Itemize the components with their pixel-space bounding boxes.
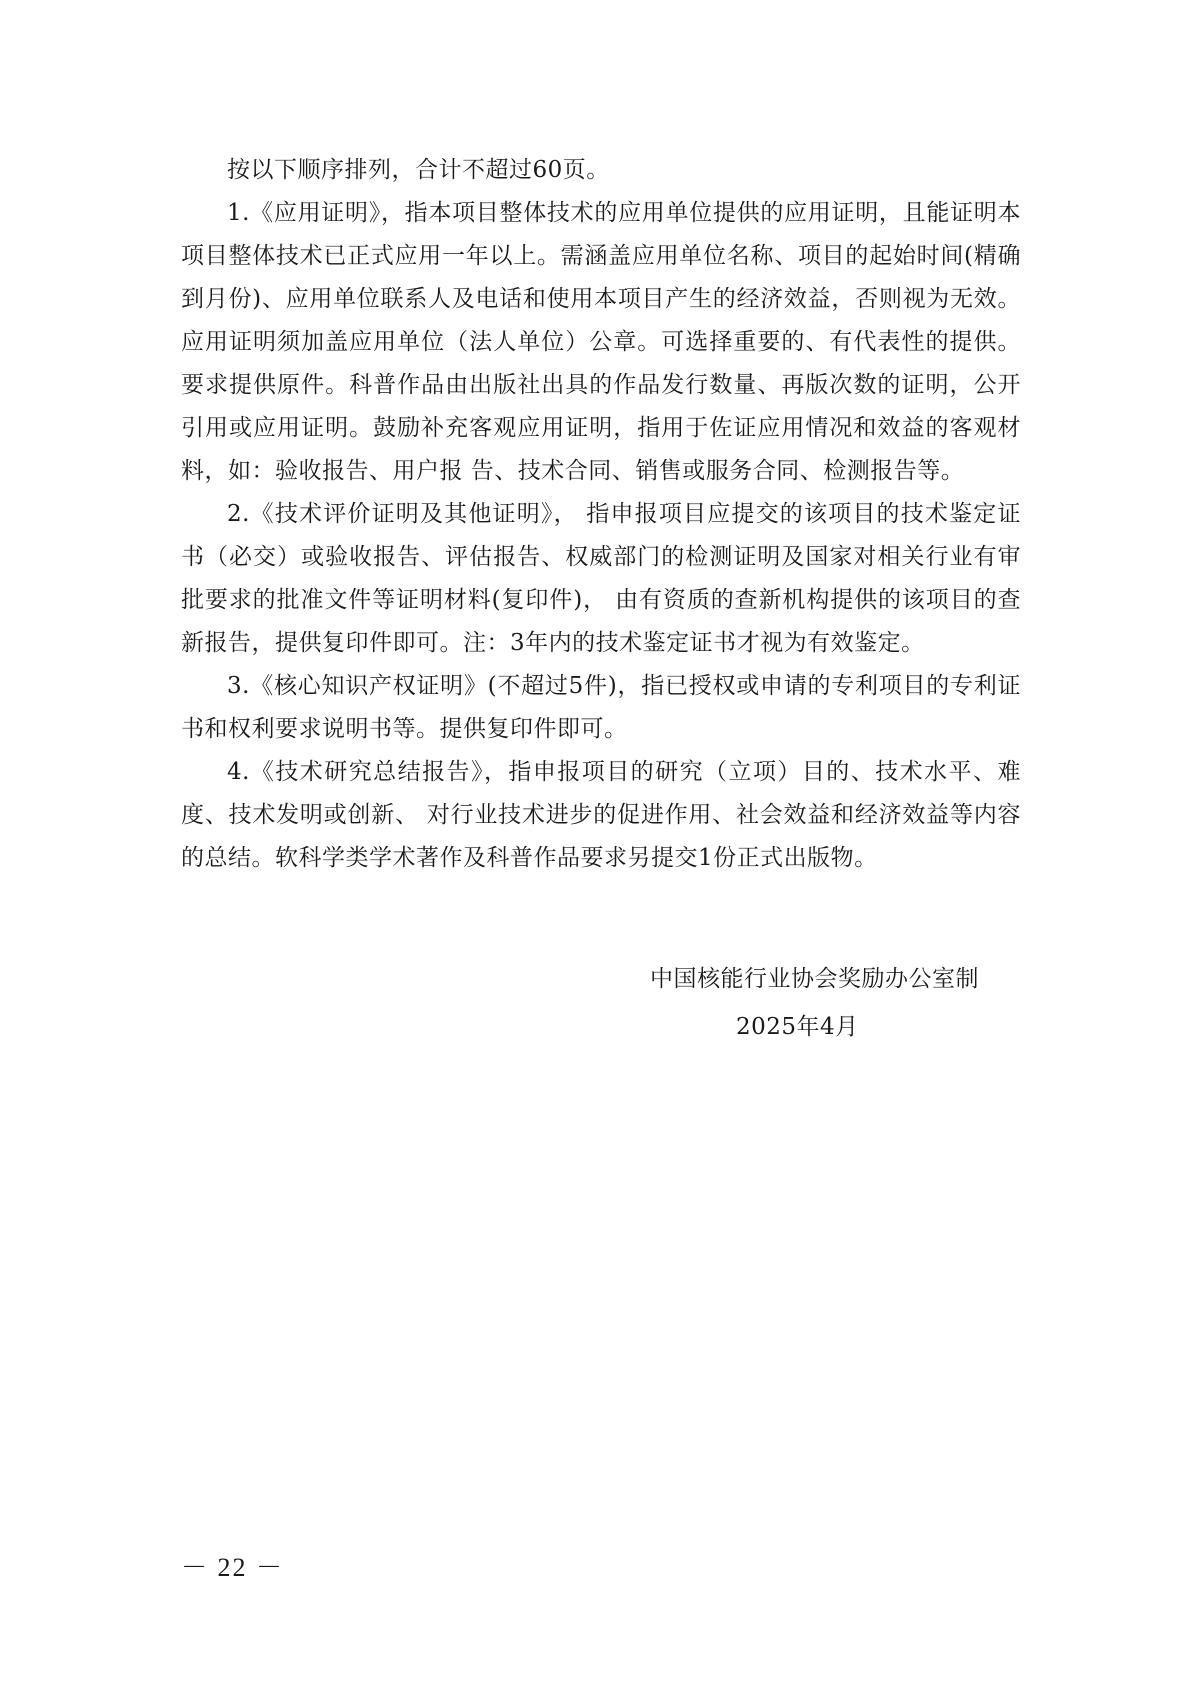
signature-block (650, 955, 1010, 1051)
intro-paragraph: 按以下顺序排列，合计不超过60页。 (227, 157, 610, 183)
item-2-technical-evaluation: 2.《技术评价证明及其他证明》， 指申报项目应提交的该项目的技术鉴定证书（必交）或验收报告、评估报告、权威部门的检测证明及国家对相关行业有审批要求的批准文件等证明材料(复印件)， 由有资质的查新机构提供的该项目的查新报告，提供复印件即可。注：3年内的技术鉴定证书才视为有效鉴定。 (181, 501, 1021, 656)
issuing-organization: 中国核能行业协会奖励办公室制 (650, 966, 979, 992)
item-3-intellectual-property: 3.《核心知识产权证明》(不超过5件)，指已授权或申请的专利项目的专利证书和权利要求说明书等。提供复印件即可。 (181, 673, 1021, 742)
item-1-application-proof: 1.《应用证明》，指本项目整体技术的应用单位提供的应用证明，且能证明本项目整体技术已正式应用一年以上。需涵盖应用单位名称、项目的起始时间(精确到月份)、应用单位联系人及电话和使用本项目产生的经济效益，否则视为无效。应用证明须加盖应用单位（法人单位）公章。可选择重要的、有代表性的提供。要求提供原件。科普作品由出版社出具的作品发行数量、再版次数的证明，公开引用或应用证明。鼓励补充客观应用证明，指用于佐证应用情况和效益的客观材料，如：验收报告、用户报 告、技术合同、销售或服务合同、检测报告等。 (181, 200, 1021, 484)
body-text (181, 149, 1021, 880)
issue-date: 2025年4月 (736, 1014, 859, 1040)
item-4-research-summary: 4.《技术研究总结报告》，指申报项目的研究（立项）目的、技术水平、难度、技术发明或创新、 对行业技术进步的促进作用、社会效益和经济效益等内容的总结。软科学类学术著作及科普作品要求另提交1份正式出版物。 (181, 759, 1021, 871)
page-number: － 22 － (181, 1553, 285, 1582)
